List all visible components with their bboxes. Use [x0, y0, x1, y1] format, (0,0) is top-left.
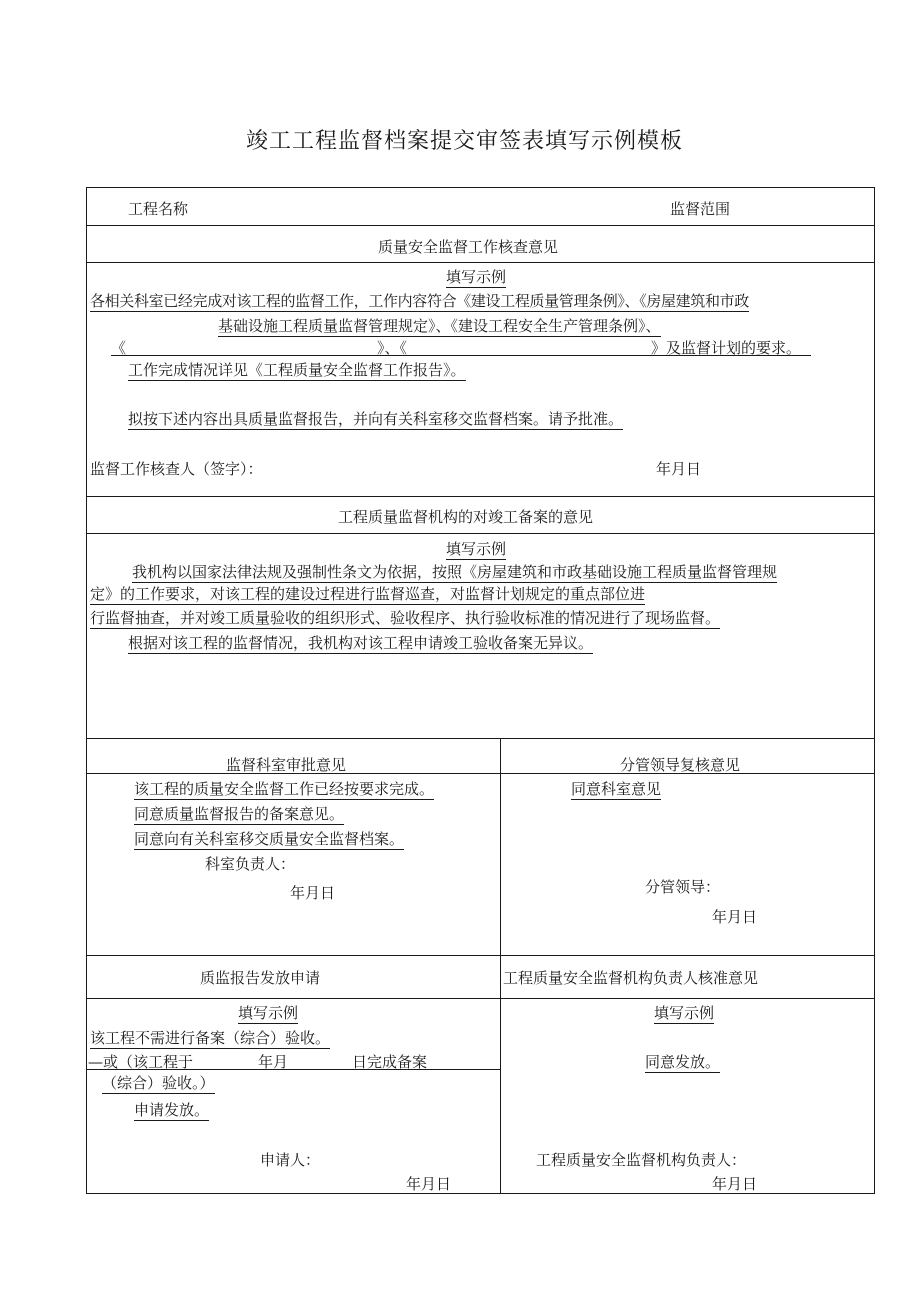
row-divider [86, 533, 875, 534]
section3-left-line: 同意向有关科室移交质量安全监督档案。 [134, 830, 405, 848]
row-divider [86, 225, 875, 226]
section3-left-line: 同意质量监督报告的备案意见。 [134, 805, 345, 823]
section1-header: 质量安全监督工作核查意见 [378, 238, 559, 256]
row-divider [86, 773, 875, 774]
section3-left-header: 监督科室审批意见 [226, 756, 347, 774]
column-divider [500, 738, 501, 1193]
section4-right-line: 同意发放。 [645, 1053, 721, 1071]
table-border-top [86, 187, 875, 188]
section2-line: 我机构以国家法律法规及强制性条文为依据，按照《房屋建筑和市政基础设施工程质量监督管理规 [132, 563, 778, 581]
section2-example-label: 填写示例 [446, 540, 507, 558]
bracket-join: 》、《 [377, 339, 408, 357]
section4-left-line: 申请发放。 [134, 1101, 210, 1119]
section4-left-date: 年月日 [406, 1175, 452, 1193]
section4-left-signer: 申请人： [260, 1151, 321, 1169]
section1-paragraph-line: 基础设施工程质量监督管理规定》、《建设工程安全生产管理条例》、 [218, 317, 661, 335]
section4-right-example-label: 填写示例 [654, 1004, 715, 1022]
document-title: 竣工工程监督档案提交审签表填写示例模板 [246, 129, 684, 154]
section4-right-date: 年月日 [712, 1175, 758, 1193]
section4-left-line: （综合）验收。） [102, 1074, 215, 1092]
project-name-label: 工程名称 [128, 200, 189, 218]
section3-right-line: 同意科室意见 [571, 780, 662, 798]
plan-requirement: 》及监督计划的要求。 [651, 339, 802, 357]
section3-right-signer: 分管领导： [645, 878, 721, 896]
section1-paragraph-line: 各相关科室已经完成对该工程的监督工作，工作内容符合《建设工程质量管理条例》、《房屋建筑和市政 [90, 292, 749, 310]
section4-right-header: 工程质量安全监督机构负责人核准意见 [503, 969, 759, 987]
section1-example-label: 填写示例 [446, 268, 507, 286]
section4-left-header: 质监报告发放申请 [200, 969, 321, 987]
row-divider [86, 262, 875, 263]
section3-left-signer: 科室负责人： [205, 855, 296, 873]
section3-right-date: 年月日 [712, 908, 758, 926]
row-divider [86, 738, 875, 739]
section3-right-header: 分管领导复核意见 [620, 756, 741, 774]
section2-header: 工程质量监督机构的对竣工备案的意见 [338, 508, 594, 526]
section4-left-line-a: —或（该工程于 [88, 1053, 194, 1071]
row-divider [86, 955, 875, 956]
section1-report-reference: 工作完成情况详见《工程质量安全监督工作报告》。 [128, 361, 466, 379]
table-border-left [86, 187, 87, 1194]
section3-left-line: 该工程的质量安全监督工作已经按要求完成。 [134, 780, 435, 798]
section2-line: 定》的工作要求，对该工程的建设过程进行监督巡查，对监督计划规定的重点部位进 [90, 585, 646, 603]
section4-left-line-c: 日完成备案 [352, 1053, 428, 1071]
section4-left-example-label: 填写示例 [238, 1004, 299, 1022]
table-border-right [874, 187, 875, 1194]
row-divider [86, 998, 875, 999]
scope-label: 监督范围 [670, 200, 731, 218]
section1-approval-request: 拟按下述内容出具质量监督报告，并向有关科室移交监督档案。请予批准。 [128, 410, 624, 428]
bracket-open: 《 [111, 339, 127, 357]
section4-left-line: 该工程不需进行备案（综合）验收。 [90, 1029, 331, 1047]
section3-left-date: 年月日 [290, 884, 336, 902]
row-divider [86, 496, 875, 497]
section2-line: 行监督抽查，并对竣工质量验收的组织形式、验收程序、执行验收标准的情况进行了现场监督。 [90, 609, 721, 627]
section1-blank-line [111, 337, 811, 356]
section4-right-signer: 工程质量安全监督机构负责人： [536, 1151, 747, 1169]
section1-date: 年月日 [656, 460, 702, 478]
section1-signer-label: 监督工作核查人（签字）： [90, 460, 263, 478]
section4-left-line-b: 年月 [258, 1053, 289, 1071]
section2-line: 根据对该工程的监督情况，我机构对该工程申请竣工验收备案无异议。 [128, 634, 594, 652]
